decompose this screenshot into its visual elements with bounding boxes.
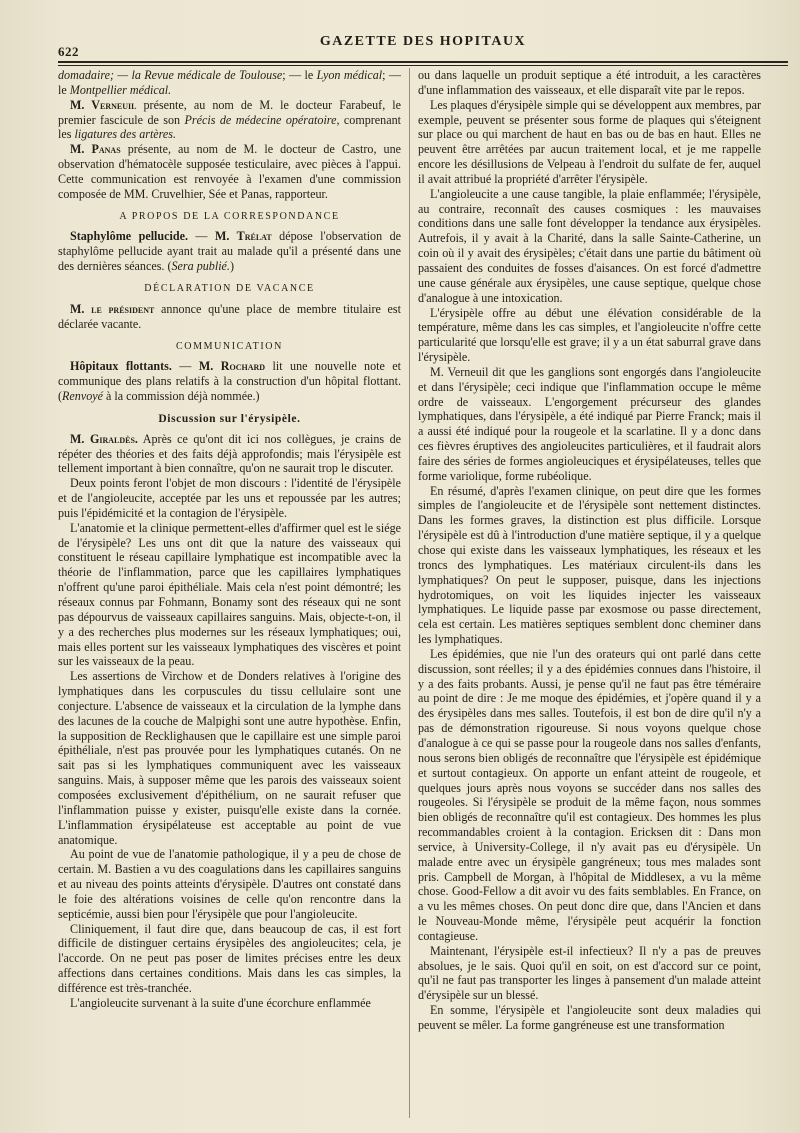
panas-lead: M. Panas bbox=[70, 142, 121, 157]
intro-text-c: ; — le bbox=[282, 68, 317, 82]
column-divider bbox=[409, 68, 410, 1118]
verneuil-text-d: ligatures des artères. bbox=[74, 127, 177, 142]
body-paragraph: Les épidémies, que nie l'un des orateurs qui ont parlé dans cette discussion, sont réelles; il y a des épidémies connues dans l'histoire, il y a des faits probants. Aussi, je pense qu'il ne faut pas être téméraire au point de dire : Je me moque des épidémies, et j'opère quand il y a des érysipèles dans mes salles. Toutefois, il est bon de dire qu'il n'y a pas de démonstration rigoureuse. Si nous voyons quelque chose d'analogue à ce qui se passe pour la rougeole dans nos salles d'enfants, nous serons bien obligés de reconnaître que l'érysipèle est épidémique et surtout contagieux. On apporte un enfant atteint de rougeole, et quelques jours après nous voyons se succéder dans nos salles des rougeoles. Si l'érysipèle se produit de la même façon, nous sommes bien obligés de reconnaître qu'il est contagieux. Des hommes les plus recommandables croient à la contagion. Ericksen dit : Dans mon service, à University-College, il n'y avait pas eu d'érysipèle. Un malade entre avec un érysipèle gangréneux; tous mes malades sont pris. Campbell de Morgan, à l'hôpital de Middlesex, a vu la même chose. Good-Fellow a dit avoir vu des faits semblables. En France, on a vu les mêmes choses. On peut donc dire que, dans l'Ancien et dans le Nouveau-Monde même, l'érysipèle peut acquérir la fonction contagieuse. bbox=[418, 646, 761, 943]
staphylome-text-c: ) bbox=[229, 259, 234, 274]
body-paragraph: Deux points feront l'objet de mon discours : l'identité de l'érysipèle et de l'angioleucite, acceptée par les uns et repoussée par les autres; puis l'épidémicité et la contagion de l'érysipèle. bbox=[58, 476, 401, 520]
body-paragraph: Cliniquement, il faut dire que, dans beaucoup de cas, il est fort difficile de distinguer certains érysipèles des angioleucites; cela, je l'accorde. On ne peut pas poser de limites précises entre les deux affections dans certaines conditions. Mais dans les cas simples, la différence est très-tranchée. bbox=[58, 921, 401, 995]
header-rule-thick bbox=[58, 61, 788, 63]
intro-text-e: ; — le bbox=[58, 68, 401, 97]
panas-paragraph bbox=[58, 142, 401, 201]
hopitaux-author: M. Rochard bbox=[198, 359, 266, 374]
body-paragraph: En résumé, d'après l'examen clinique, on peut dire que les formes simples de l'angioleucite et de l'érysipèle sont nettement distinctes. Dans les formes graves, la distinction est plus difficile. Lorsque l'érysipèle est dû à l'introduction d'une matière septique, il y a quelque chose qui existe dans les vaisseaux lymphatiques, les réseaux et les troncs des lymphatiques. Les matériaux circulent-ils dans les lymphatiques? On peut le supposer, puisque, dans les injections hydrotomiques, on voit les liquides injecter les vaisseaux lymphatiques. Le liquide passe par exosmose ou passe directement, cela est certain. Les matières septiques semblent donc cheminer dans les lymphatiques. bbox=[418, 483, 761, 647]
president-lead: M. le président bbox=[70, 301, 155, 316]
president-paragraph bbox=[58, 302, 401, 332]
left-column bbox=[58, 68, 401, 1011]
hopitaux-paragraph bbox=[58, 359, 401, 404]
staphylome-author: M. Trélat bbox=[214, 229, 272, 244]
journal-title: GAZETTE DES HOPITAUX bbox=[319, 34, 527, 49]
giraldes-text: Après ce qu'ont dit ici nos collègues, je crains de répéter des théories et des faits déjà approfondis; mais l'érysipèle est tellement important à bien connaître, qu'on ne saurait trop le discuter. bbox=[58, 431, 401, 476]
body-paragraph: Au point de vue de l'anatomie pathologique, il y a peu de chose de certain. M. Bastien a vu des coagulations dans les capillaires sanguins et au niveau des points atteints d'érysipèle. D'autres ont constaté dans le foie des altérations voisines de celle qu'on rencontre dans la septicémie, aussi bien pour l'érysipèle que pour l'angioleucite. bbox=[58, 847, 401, 921]
panas-text: présente, au nom de M. le docteur de Castro, une observation d'hématocèle supposée testiculaire, avec pièces à l'appui. Cette communication est renvoyée à l'examen d'une commission composée de MM. Cruvelhier, Sée et Panas, rapporteur. bbox=[58, 142, 401, 201]
staphylome-dash: — bbox=[187, 229, 215, 244]
staphylome-text-b: Sera publié. bbox=[171, 259, 230, 274]
page-header bbox=[58, 30, 788, 60]
intro-journal-montpellier: Montpellier médical. bbox=[69, 82, 172, 97]
intro-journal-toulouse: Revue médicale de Toulouse bbox=[144, 68, 283, 82]
intro-paragraph bbox=[58, 68, 401, 98]
staphylome-lead: Staphylôme pellucide. bbox=[70, 229, 188, 244]
staphylome-paragraph bbox=[58, 229, 401, 274]
verneuil-text-a: présente, au nom de M. le docteur Farabeuf, le premier fascicule de son bbox=[58, 97, 401, 127]
hopitaux-text-c: à la commission déjà nommée.) bbox=[102, 389, 260, 404]
giraldes-lead: M. Giraldès. bbox=[70, 431, 138, 446]
section-heading-correspondance: A PROPOS DE LA CORRESPONDANCE bbox=[119, 210, 340, 222]
page-number: 622 bbox=[58, 44, 79, 59]
hopitaux-lead: Hôpitaux flottants. bbox=[70, 359, 172, 374]
body-paragraph: L'angioleucite a une cause tangible, la plaie enflammée; l'érysipèle, au contraire, reconnaît des causes cosmiques : les mauvaises conditions dans une salle font développer la tendance aux érysipèles. Autrefois, il y avait à la Charité, dans la salle Sainte-Catherine, un coin où il y avait des érysipèles; c'était dans une partie du bâtiment où passaient des conduites de fosses d'aisances. On est forcé d'admettre une cause générale aux érysipèles, une cause septique, quelque chose d'analogue à une intoxication. bbox=[418, 186, 761, 305]
verneuil-text-c: , comprenant les bbox=[58, 112, 401, 142]
body-paragraph: ou dans laquelle un produit septique a été introduit, a les caractères d'une inflammation des vaisseaux, et elle disparaît vite par le repos. bbox=[418, 68, 761, 97]
header-rule-thin bbox=[58, 65, 788, 66]
verneuil-book-title: Précis de médecine opératoire bbox=[184, 112, 337, 127]
intro-text-a: domadaire; — la bbox=[58, 68, 145, 82]
body-paragraph: L'angioleucite survenant à la suite d'une écorchure enflammée bbox=[70, 995, 371, 1010]
body-paragraph: L'anatomie et la clinique permettent-elles d'affirmer quel est le siége de l'érysipèle? Les uns ont dit que la nature des vaisseaux qui constituent le réseau capillaire lymphatique est incompatible avec la théorie de l'inflammation, parce que les capillaires lymphatiques n'offrent qu'une paroi épithéliale. Mais cela n'est point démontré; les réseaux connus par Fohmann, Bonamy sont des réseaux qui ne sont pas dépourvus de vaisseaux capillaires sanguins. Mais, objecte-t-on, il y a des recherches plus modernes sur les réseaux lymphatiques; oui, mais elles portent sur les vaisseaux lymphatiques des viscères et point sur les vaisseaux de la peau. bbox=[58, 520, 401, 669]
body-paragraph: Maintenant, l'érysipèle est-il infectieux? Il n'y a pas de preuves absolues, je le sais. Quoi qu'il en soit, on est d'accord sur ce point, qu'il ne faut pas transporter les linges à pansement d'un malade atteint d'érysipèle sur un blessé. bbox=[418, 943, 761, 1003]
section-heading-vacance: DÉCLARATION DE VACANCE bbox=[144, 282, 315, 294]
verneuil-lead: M. Verneuil bbox=[70, 97, 137, 112]
verneuil-paragraph bbox=[58, 98, 401, 143]
hopitaux-text-a: lit une nouvelle note et communique des plans relatifs à la construction d'un hôpital flottant. ( bbox=[58, 359, 402, 404]
right-column bbox=[418, 68, 761, 1033]
hopitaux-text-b: Renvoyé bbox=[62, 389, 103, 404]
giraldes-paragraph bbox=[58, 432, 401, 477]
hopitaux-dash: — bbox=[171, 359, 199, 374]
section-heading-discussion: Discussion sur l'érysipèle. bbox=[158, 412, 301, 425]
body-paragraph: En somme, l'érysipèle et l'angioleucite sont deux maladies qui peuvent se mêler. La forme gangréneuse est une transformation bbox=[418, 1003, 761, 1032]
body-paragraph: M. Verneuil dit que les ganglions sont engorgés dans l'angioleucite et dans l'érysipèle; ceci indique que l'inflammation occupe le même ordre de vaisseaux. L'engorgement précurseur des glandes lymphatiques, dans l'érysipèle, a été indiqué par Pierre Franck; mais il a aussi été indiqué pour la rougeole et la scarlatine. Il y a donc dans ces fièvres éruptives des angioleucites particulières, et il faudrait alors faire des séries de formes angioleuciques et érysipélateuses, telles que forme variolique, forme rubéolique. bbox=[418, 364, 761, 483]
body-paragraph: L'érysipèle offre au début une élévation considérable de la température, même dans les cas simples, et l'angioleucite n'offre cette particularité que lorsqu'elle est grave; il y a un état saburral grave dans l'érysipèle. bbox=[418, 305, 761, 365]
body-paragraph: Les plaques d'érysipèle simple qui se développent aux membres, par exemple, peuvent se présenter sous forme de plaques qui s'éteignent sur place ou qui marchent de haut en bas ou de bas en haut. Elles ne peuvent être arrêtées par aucun traitement local, et je me rappelle encore les désillusions de Velpeau à l'endroit du sulfate de fer, auquel il avait attribué la propriété d'arrêter l'érysipèle. bbox=[418, 97, 761, 186]
president-text: annonce qu'une place de membre titulaire est déclarée vacante. bbox=[58, 301, 401, 331]
staphylome-text-a: dépose l'observation de staphylôme pellucide ayant trait au malade qu'il a présenté dans une des dernières séances. ( bbox=[58, 229, 402, 274]
body-paragraph: Les assertions de Virchow et de Donders relatives à l'origine des lymphatiques dans les corpuscules du tissu cellulaire sont une conjecture. L'absence de vaisseaux et la circulation de la lymphe dans des lacunes de la couche de Malpighi sont une autre hypothèse. Enfin, la supposition de Recklighausen que le capillaire est une simple paroi épithéliale, n'est pas prouvée pour les lymphatiques cutanés. On ne sait pas si les lymphatiques communiquent avec les vaisseaux sanguins. Mais, à supposer même que les parois des vaisseaux soient composées exclusivement d'épithélium, on ne saurait refuser que l'inflammation puisse y exister, puisqu'elle existe dans la cornée. L'inflammation érysipélateuse est acceptable au point de vue anatomique. bbox=[58, 669, 401, 847]
intro-journal-lyon: Lyon médical bbox=[316, 68, 383, 82]
section-heading-communication: COMMUNICATION bbox=[176, 340, 283, 352]
